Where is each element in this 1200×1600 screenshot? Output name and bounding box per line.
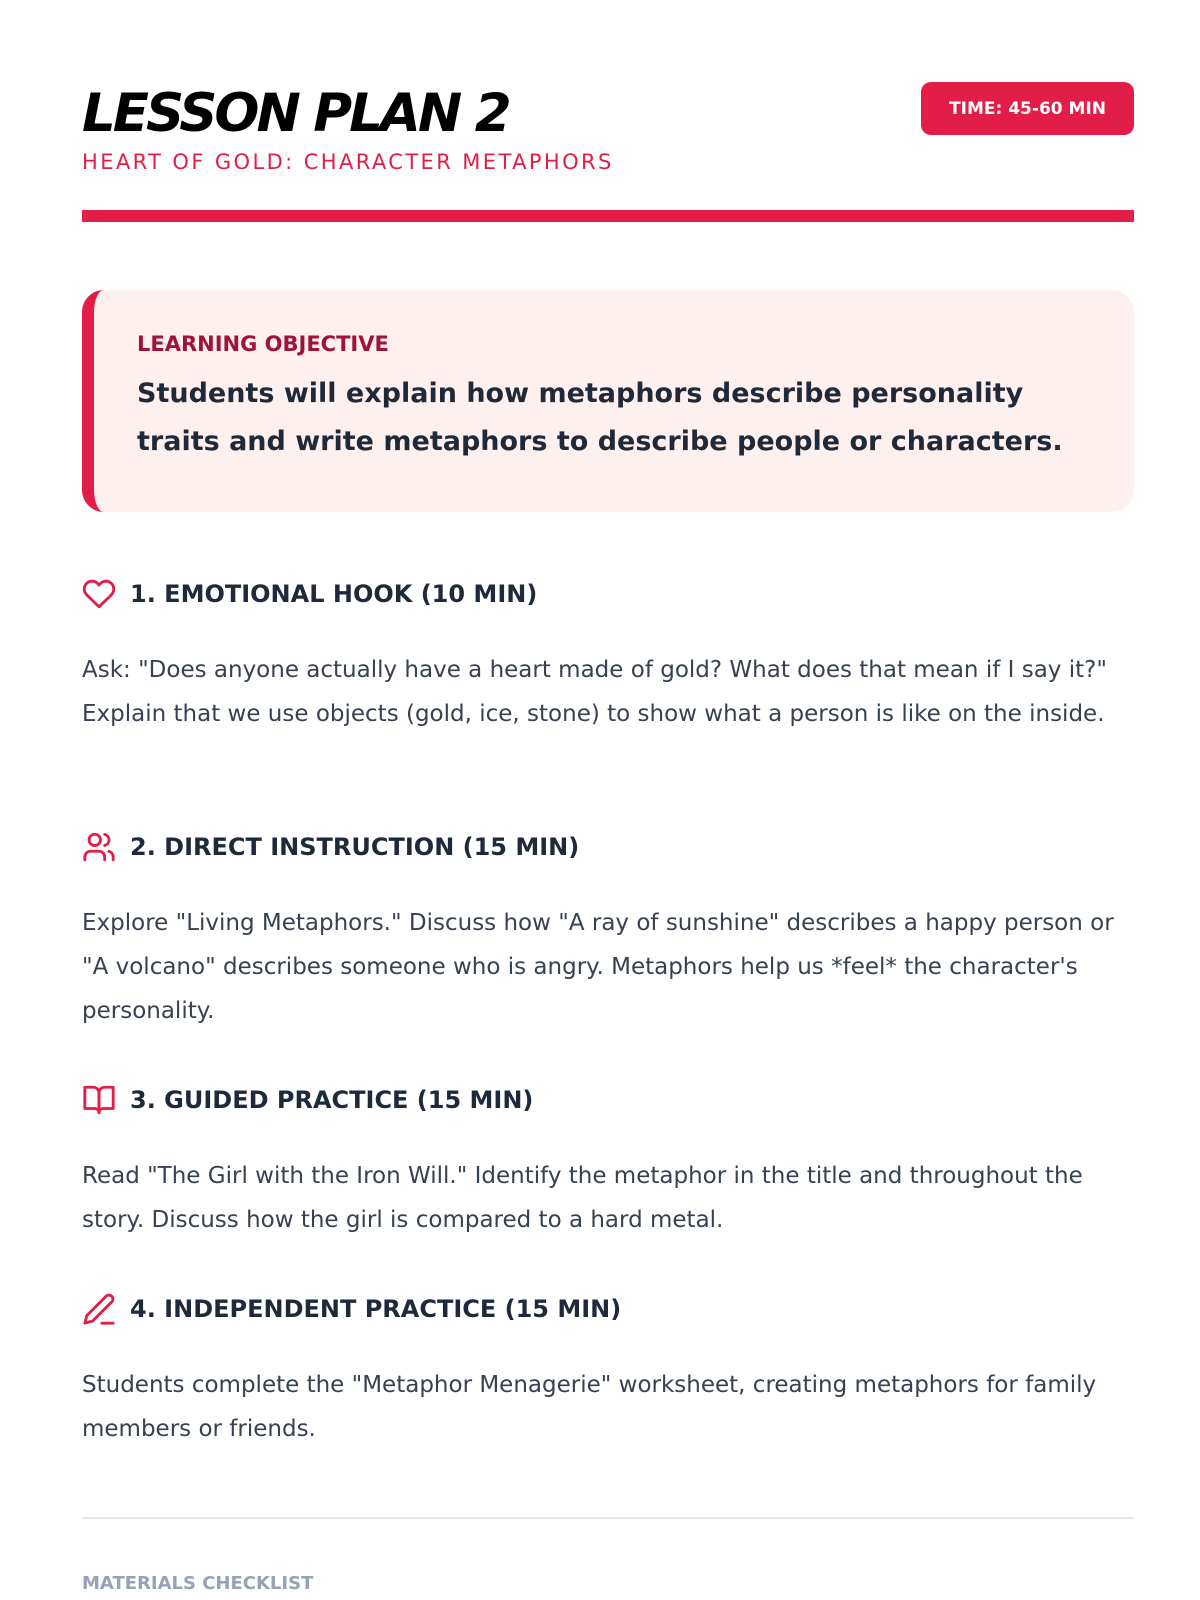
users-icon [82,830,116,864]
heart-icon [82,577,116,611]
section-3-body: Read "The Girl with the Iron Will." Identify the metaphor in the title and throughout the story. Discuss how the girl is compared to a hard metal. [82,1163,1083,1233]
pen-icon [82,1292,116,1326]
section-1-title: 1. EMOTIONAL HOOK (10 MIN) [130,580,538,608]
page-title: LESSON PLAN 2 [82,83,509,144]
objective-label: LEARNING OBJECTIVE [137,332,389,356]
page-subtitle: HEART OF GOLD: CHARACTER METAPHORS [82,150,614,174]
section-4-title: 4. INDEPENDENT PRACTICE (15 MIN) [130,1295,622,1323]
time-badge: TIME: 45-60 MIN [921,82,1134,135]
materials-checklist-label: MATERIALS CHECKLIST [82,1573,314,1594]
header-divider [82,210,1134,222]
book-open-icon [82,1083,116,1117]
materials-divider [82,1517,1134,1519]
section-2-title: 2. DIRECT INSTRUCTION (15 MIN) [130,833,580,861]
section-4-heading [82,1290,621,1328]
learning-objective-box [82,290,1134,512]
lesson-header [82,0,1134,222]
section-3-title: 3. GUIDED PRACTICE (15 MIN) [130,1086,534,1114]
section-1-body: Ask: "Does anyone actually have a heart made of gold? What does that mean if I say it?" Explain that we use objects (gold, ice, stone) to show what a person is like on the inside. [82,657,1107,727]
section-4-body: Students complete the "Metaphor Menagerie" worksheet, creating metaphors for family members or friends. [82,1372,1097,1442]
section-3-heading [82,1081,533,1119]
section-1-heading [82,575,537,613]
lesson-plan-page [82,0,1134,1594]
objective-text: Students will explain how metaphors describe personality traits and write metaphors to describe people or characters. [137,378,1063,457]
section-2-body: Explore "Living Metaphors." Discuss how "A ray of sunshine" describes a happy person or "A volcano" describes someone who is angry. Metaphors help us *feel* the character's personality. [82,910,1114,1024]
section-2-heading [82,828,579,866]
